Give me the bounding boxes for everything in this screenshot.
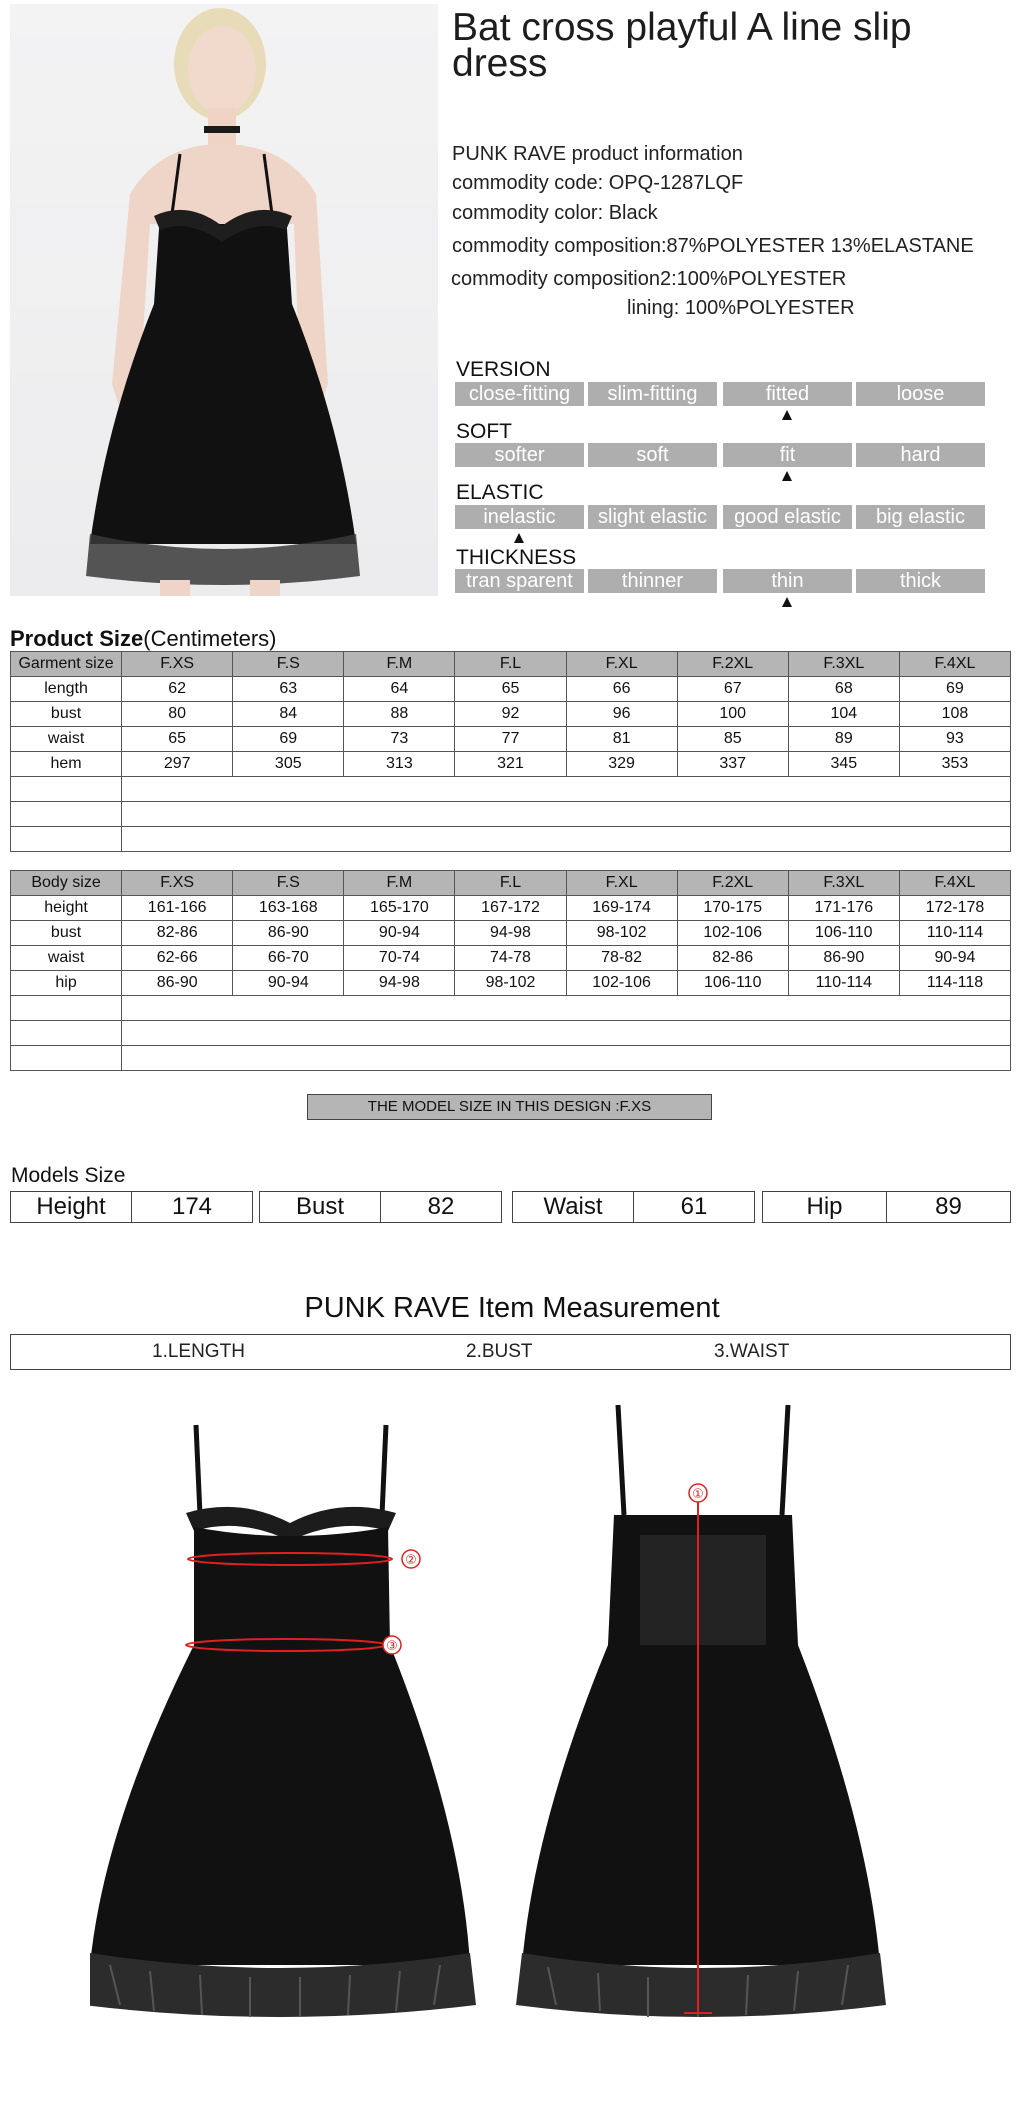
model-size-note: THE MODEL SIZE IN THIS DESIGN :F.XS [307, 1094, 712, 1120]
table-row [11, 971, 1011, 996]
marker-waist: ③ [386, 1639, 398, 1654]
table-cell: 69 [233, 727, 344, 752]
table-cell: 68 [788, 677, 899, 702]
table-row [11, 896, 1011, 921]
table-cell: 94-98 [344, 971, 455, 996]
table-cell: 106-110 [677, 971, 788, 996]
row-label: waist [11, 727, 122, 752]
table-cell: 82-86 [677, 946, 788, 971]
commodity-code [452, 172, 743, 195]
body-size-table [10, 870, 1011, 1071]
body-size-header-cell: F.XS [122, 871, 233, 896]
table-cell: 70-74 [344, 946, 455, 971]
measurement-diagram [90, 1405, 930, 2025]
empty-cell [11, 827, 122, 852]
scale-option: soft [588, 443, 717, 467]
table-cell: 65 [455, 677, 566, 702]
scale-option: fit [723, 443, 852, 467]
table-cell: 89 [788, 727, 899, 752]
scale-row-version [455, 382, 986, 406]
table-cell: 305 [233, 752, 344, 777]
table-cell: 93 [899, 727, 1010, 752]
table-cell: 161-166 [122, 896, 233, 921]
measure-item-bust: 2.BUST [466, 1341, 533, 1362]
table-cell: 172-178 [899, 896, 1010, 921]
table-row [11, 702, 1011, 727]
measurement-title: PUNK RAVE Item Measurement [304, 1292, 720, 1324]
scale-selected-marker [782, 471, 792, 481]
model-size-key: Height [11, 1192, 132, 1222]
composition2-label: commodity composition2: [451, 268, 677, 290]
model-size-hip [762, 1191, 1011, 1223]
model-size-bust [259, 1191, 502, 1223]
scale-label-thickness: THICKNESS [456, 546, 577, 569]
measurement-legend [10, 1334, 1011, 1370]
empty-row [11, 777, 1011, 802]
table-cell: 321 [455, 752, 566, 777]
scale-label-version: VERSION [456, 358, 551, 381]
product-size-table [10, 651, 1011, 852]
scale-label-soft: SOFT [456, 420, 512, 443]
row-label: bust [11, 702, 122, 727]
empty-cell [122, 827, 1011, 852]
empty-cell [122, 1021, 1011, 1046]
table-cell: 74-78 [455, 946, 566, 971]
color-value: Black [608, 202, 658, 224]
product-size-header-cell: F.3XL [788, 652, 899, 677]
table-row [11, 921, 1011, 946]
product-size-heading [10, 626, 277, 652]
marker-length: ① [692, 1487, 704, 1502]
scale-option: big elastic [856, 505, 985, 529]
scale-option: slight elastic [588, 505, 717, 529]
table-cell: 170-175 [677, 896, 788, 921]
lining-value: 100%POLYESTER [684, 297, 855, 319]
table-row [11, 677, 1011, 702]
row-label: hip [11, 971, 122, 996]
table-cell: 86-90 [233, 921, 344, 946]
models-size-heading: Models Size [11, 1164, 126, 1187]
product-size-header-cell: F.M [344, 652, 455, 677]
model-photo [10, 4, 438, 596]
model-size-value: 174 [171, 1193, 213, 1220]
composition2-value: 100%POLYESTER [676, 268, 847, 290]
body-size-header-cell: F.XL [566, 871, 677, 896]
table-cell: 98-102 [566, 921, 677, 946]
table-cell: 82-86 [122, 921, 233, 946]
table-cell: 106-110 [788, 921, 899, 946]
empty-cell [11, 1046, 122, 1071]
model-size-key: Waist [513, 1192, 634, 1222]
measure-item-waist: 3.WAIST [714, 1341, 790, 1362]
body-size-header-cell: F.L [455, 871, 566, 896]
model-size-key: Hip [763, 1192, 887, 1222]
scale-selected-marker [782, 597, 792, 607]
table-cell: 81 [566, 727, 677, 752]
commodity-composition [452, 235, 974, 258]
table-row [11, 727, 1011, 752]
model-size-value: 89 [935, 1193, 962, 1220]
product-size-header-cell: F.XL [566, 652, 677, 677]
model-size-value: 82 [427, 1193, 455, 1220]
dress-back [516, 1405, 886, 2017]
body-size-header-cell: F.4XL [899, 871, 1010, 896]
table-cell: 78-82 [566, 946, 677, 971]
table-cell: 85 [677, 727, 788, 752]
table-cell: 110-114 [788, 971, 899, 996]
table-cell: 86-90 [788, 946, 899, 971]
row-label: hem [11, 752, 122, 777]
table-cell: 90-94 [899, 946, 1010, 971]
product-size-header-cell: Garment size [11, 652, 122, 677]
table-cell: 66-70 [233, 946, 344, 971]
table-cell: 337 [677, 752, 788, 777]
table-cell: 80 [122, 702, 233, 727]
scale-option: close-fitting [455, 382, 584, 406]
empty-row [11, 1021, 1011, 1046]
composition-label: commodity composition: [452, 235, 667, 257]
table-cell: 297 [122, 752, 233, 777]
table-cell: 66 [566, 677, 677, 702]
table-row [11, 946, 1011, 971]
scale-option: thinner [588, 569, 717, 593]
table-cell: 167-172 [455, 896, 566, 921]
body-size-header-cell: F.3XL [788, 871, 899, 896]
scale-option: thin [723, 569, 852, 593]
row-label: waist [11, 946, 122, 971]
empty-row [11, 827, 1011, 852]
scale-option: softer [455, 443, 584, 467]
table-cell: 169-174 [566, 896, 677, 921]
table-cell: 65 [122, 727, 233, 752]
table-cell: 108 [899, 702, 1010, 727]
table-cell: 165-170 [344, 896, 455, 921]
table-cell: 102-106 [677, 921, 788, 946]
scale-option: slim-fitting [588, 382, 717, 406]
empty-cell [122, 1046, 1011, 1071]
body-size-header-row [11, 871, 1011, 896]
code-label: commodity code: [452, 172, 604, 194]
model-size-waist [512, 1191, 755, 1223]
model-size-value: 61 [680, 1193, 708, 1220]
table-cell: 163-168 [233, 896, 344, 921]
table-cell: 98-102 [455, 971, 566, 996]
table-cell: 88 [344, 702, 455, 727]
empty-cell [11, 996, 122, 1021]
color-label: commodity color: [452, 202, 604, 224]
info-heading: PUNK RAVE product information [452, 143, 743, 165]
model-size-key: Bust [260, 1192, 381, 1222]
scale-option: tran sparent [455, 569, 584, 593]
empty-cell [11, 777, 122, 802]
table-cell: 90-94 [233, 971, 344, 996]
table-cell: 63 [233, 677, 344, 702]
table-cell: 110-114 [899, 921, 1010, 946]
scale-row-thickness [455, 569, 986, 593]
scale-option: loose [856, 382, 985, 406]
lining [627, 297, 855, 320]
table-cell: 73 [344, 727, 455, 752]
table-cell: 69 [899, 677, 1010, 702]
scale-selected-marker [782, 410, 792, 420]
row-label: length [11, 677, 122, 702]
product-size-header-cell: F.2XL [677, 652, 788, 677]
product-size-header-cell: F.L [455, 652, 566, 677]
body-size-header-cell: F.M [344, 871, 455, 896]
table-cell: 329 [566, 752, 677, 777]
empty-cell [11, 802, 122, 827]
lining-label: lining: [627, 297, 680, 319]
empty-cell [122, 777, 1011, 802]
scale-option: good elastic [723, 505, 852, 529]
scale-option: hard [856, 443, 985, 467]
measure-item-length: 1.LENGTH [152, 1341, 245, 1362]
body-size-header-cell: F.S [233, 871, 344, 896]
scale-row-soft [455, 443, 986, 467]
table-cell: 100 [677, 702, 788, 727]
product-size-unit: (Centimeters) [143, 626, 277, 651]
product-size-title: Product Size [10, 626, 144, 651]
table-cell: 67 [677, 677, 788, 702]
scale-option: fitted [723, 382, 852, 406]
scale-option: thick [856, 569, 985, 593]
table-cell: 84 [233, 702, 344, 727]
table-cell: 64 [344, 677, 455, 702]
row-label: bust [11, 921, 122, 946]
table-cell: 102-106 [566, 971, 677, 996]
model-size-height [10, 1191, 253, 1223]
table-cell: 62-66 [122, 946, 233, 971]
scale-selected-marker [514, 533, 524, 543]
table-cell: 86-90 [122, 971, 233, 996]
product-size-header-row [11, 652, 1011, 677]
table-cell: 313 [344, 752, 455, 777]
code-value: OPQ-1287LQF [608, 172, 744, 194]
product-size-header-cell: F.4XL [899, 652, 1010, 677]
composition-value: 87%POLYESTER 13%ELASTANE [666, 235, 974, 257]
model-illustration [10, 4, 438, 596]
table-cell: 345 [788, 752, 899, 777]
scale-label-elastic: ELASTIC [456, 481, 544, 504]
body-size-header-cell: F.2XL [677, 871, 788, 896]
empty-cell [11, 1021, 122, 1046]
product-size-header-cell: F.S [233, 652, 344, 677]
commodity-composition2 [451, 268, 846, 291]
table-cell: 353 [899, 752, 1010, 777]
empty-cell [122, 996, 1011, 1021]
table-cell: 77 [455, 727, 566, 752]
marker-bust: ② [405, 1553, 417, 1568]
row-label: height [11, 896, 122, 921]
table-cell: 114-118 [899, 971, 1010, 996]
scale-option: inelastic [455, 505, 584, 529]
dress-front [90, 1425, 476, 2017]
table-cell: 104 [788, 702, 899, 727]
empty-row [11, 996, 1011, 1021]
table-row [11, 752, 1011, 777]
empty-row [11, 802, 1011, 827]
commodity-color [452, 202, 658, 225]
table-cell: 171-176 [788, 896, 899, 921]
table-cell: 92 [455, 702, 566, 727]
table-cell: 62 [122, 677, 233, 702]
body-size-header-cell: Body size [11, 871, 122, 896]
empty-cell [122, 802, 1011, 827]
table-cell: 96 [566, 702, 677, 727]
product-size-header-cell: F.XS [122, 652, 233, 677]
table-cell: 90-94 [344, 921, 455, 946]
empty-row [11, 1046, 1011, 1071]
table-cell: 94-98 [455, 921, 566, 946]
scale-row-elastic [455, 505, 986, 529]
product-title: Bat cross playful A line slip dress [452, 6, 912, 85]
